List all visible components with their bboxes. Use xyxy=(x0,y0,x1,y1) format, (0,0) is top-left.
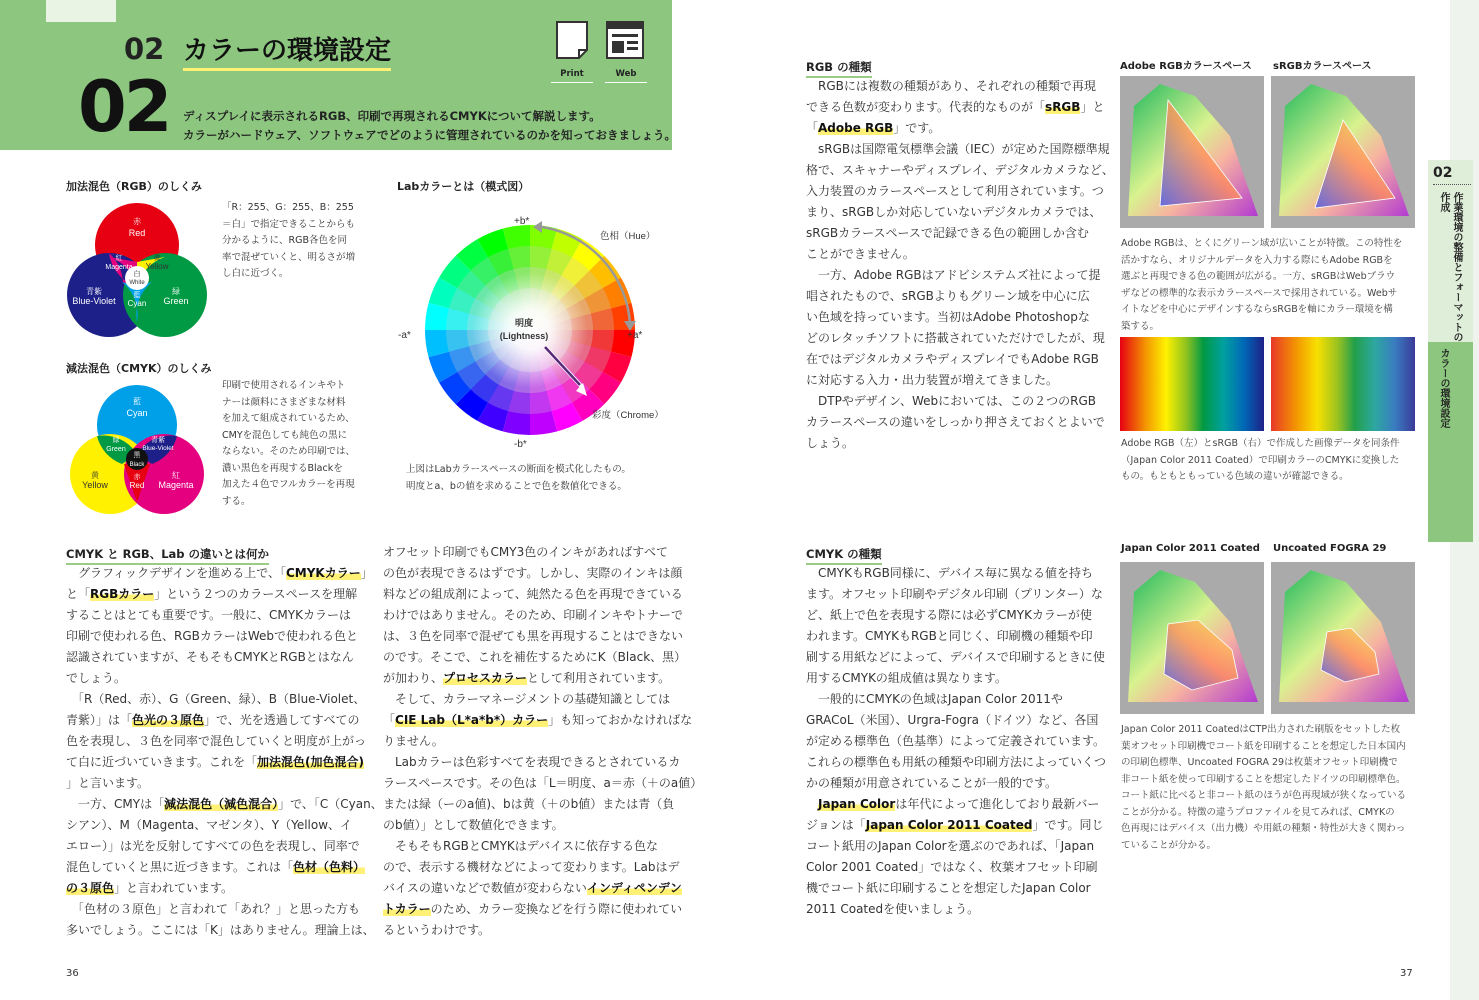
text-run: CMYKもRGB同様に、デバイス毎に異なる値を持ち xyxy=(806,566,1093,580)
chapter-title: カラーの環境設定 xyxy=(183,30,391,71)
sidebar-section-2[interactable]: カラーの環境設定 xyxy=(1438,348,1449,428)
rgb-white-jp: 白 xyxy=(133,271,141,278)
text-line xyxy=(383,857,678,878)
text-run: 」です。 xyxy=(893,121,941,135)
highlighted-term: の３原色 xyxy=(66,881,115,895)
text-run: 」で、光を透過してすべての xyxy=(204,713,360,727)
fogra-title: Uncoated FOGRA 29 xyxy=(1273,543,1387,554)
rgb-magenta-en: Magenta xyxy=(105,264,133,271)
cmyk-cyan-jp: 藍 xyxy=(133,397,141,406)
text-run: 」と言います。 xyxy=(66,776,150,790)
highlighted-term: CMYKカラー xyxy=(285,566,361,580)
rgb-body xyxy=(806,76,1114,454)
rgb-red-en: Red xyxy=(128,228,146,238)
text-run: るというわけです。 xyxy=(383,923,491,937)
text-line xyxy=(806,286,1102,307)
text-line xyxy=(806,349,1102,370)
text-line xyxy=(806,265,1102,286)
text-run: のb値）」として数値化できます。 xyxy=(383,818,564,832)
rgb-green-jp: 緑 xyxy=(172,287,180,296)
text-run: 混色していくと黒に近づきます。これは「 xyxy=(66,860,294,874)
cmyk-description xyxy=(222,378,355,510)
lab-lightness-jp: 明度 xyxy=(514,318,534,328)
cmyk-green-en: Green xyxy=(106,446,126,453)
text-run: 用するCMYKの組成値は異なります。 xyxy=(806,671,1007,685)
fogra-gamut-plot xyxy=(1271,562,1415,714)
text-run: ど、紙上で色を表現する際には必ずCMYKカラーが使 xyxy=(806,608,1092,622)
sidebar-divider xyxy=(1433,184,1471,185)
text-run: まり、sRGBしか対応していないデジタルカメラでは、 xyxy=(806,205,1102,219)
highlighted-term: インディペンデン xyxy=(586,881,682,895)
text-line xyxy=(806,710,1102,731)
text-line xyxy=(806,202,1102,223)
text-line xyxy=(66,836,361,857)
cmyk-black-jp: 黒 xyxy=(133,452,141,459)
section-heading: RGB の種類 xyxy=(806,59,872,78)
text-run xyxy=(806,797,818,811)
text-line xyxy=(66,731,367,752)
text-line xyxy=(806,857,1102,878)
rgb-description xyxy=(222,200,355,283)
lab-b-minus: -b* xyxy=(514,439,527,450)
text-line xyxy=(383,920,678,941)
text-run: これらの標準色も用紙の種類や印刷方法によっていくつ xyxy=(806,755,1107,769)
text-line xyxy=(66,794,383,815)
srgb-color-strip xyxy=(1271,337,1415,431)
text-run: 機でコート紙に印刷することを想定したJapan Color xyxy=(806,881,1091,895)
web-label: Web xyxy=(605,69,647,83)
text-line xyxy=(806,433,1102,454)
cmyk-magenta-jp: 紅 xyxy=(172,471,180,480)
desc-line: 加えた４色でフルカラーを再現 xyxy=(222,479,355,490)
text-line xyxy=(806,412,1105,433)
text-line xyxy=(66,878,361,899)
text-run: 唱されたもので、sRGBよりもグリーン域を中心に広 xyxy=(806,289,1090,303)
text-run: 」と言われています。 xyxy=(114,881,234,895)
web-badge xyxy=(605,20,647,83)
text-run: われます。CMYKもRGBと同じく、印刷機の種類や印 xyxy=(806,629,1093,643)
text-line xyxy=(806,328,1105,349)
text-run: どのレタッチソフトに搭載されていただけでしたが、現 xyxy=(806,331,1105,345)
text-line xyxy=(383,584,683,605)
text-line xyxy=(806,307,1102,328)
cmyk-magenta-en: Magenta xyxy=(158,480,194,490)
text-run: と「 xyxy=(66,587,91,601)
text-line xyxy=(66,605,361,626)
caption-line: 上図はLabカラースペースの断面を模式化したもの。 xyxy=(406,464,631,475)
header-tab xyxy=(46,0,116,22)
chapter-number-big: 02 xyxy=(78,66,170,148)
text-line xyxy=(383,668,678,689)
cmyk-figure-title: 減法混色（CMYK）のしくみ xyxy=(66,362,212,375)
left-column-1 xyxy=(66,563,383,941)
text-run: 」 xyxy=(360,566,373,580)
text-line xyxy=(383,815,678,836)
text-line xyxy=(806,370,1102,391)
rgb-figure-title: 加法混色（RGB）のしくみ xyxy=(66,180,202,193)
rgb-red-jp: 赤 xyxy=(133,217,141,226)
text-line xyxy=(806,139,1110,160)
page-number-left: 36 xyxy=(66,968,79,979)
sidebar-section-1[interactable]: 作業環境の整備とフォーマットの作成 xyxy=(1438,192,1462,342)
lab-chroma-label: 彩度（Chrome） xyxy=(592,410,664,421)
cmyk-blue-en: Blue-Violet xyxy=(142,445,174,452)
section-rgb-types xyxy=(806,56,872,78)
rgb-blue-en: Blue-Violet xyxy=(72,296,116,306)
text-run: ジョンは「 xyxy=(806,818,866,832)
desc-line: 印刷で使用されるインキやト xyxy=(222,380,346,391)
text-line xyxy=(383,689,678,710)
text-run: 」も知っておかなければな xyxy=(548,713,693,727)
text-line xyxy=(66,689,366,710)
text-line xyxy=(806,244,1102,265)
section-heading: CMYK の種類 xyxy=(806,546,882,565)
text-run: のため、カラー変換などを行う際に使われてい xyxy=(430,902,683,916)
text-line xyxy=(806,689,1102,710)
left-column-2 xyxy=(383,542,703,941)
text-run: DTPやデザイン、Webにおいては、この２つのRGB xyxy=(806,394,1097,408)
text-run: オフセット印刷でもCMY3色のインキがあればすべて xyxy=(383,545,668,559)
text-run: わけではありません。そのため、印刷インキやトナーで xyxy=(383,608,684,622)
text-line xyxy=(806,878,1102,899)
caption-line: イトなどを中心にデザインするならsRGBを軸にカラー環境を構 xyxy=(1121,304,1393,315)
text-run: Color 2001 Coated」ではなく、枚葉オフセット印刷 xyxy=(806,860,1098,874)
text-line xyxy=(806,605,1102,626)
gamut1-caption xyxy=(1121,236,1402,335)
text-run: そして、カラーマネージメントの基礎知識としては xyxy=(383,692,671,706)
browser-window-icon xyxy=(605,20,645,60)
gamut2-caption xyxy=(1121,722,1406,854)
cmyk-red-jp: 赤 xyxy=(133,474,141,481)
desc-line: を加えて組成されているため、 xyxy=(222,413,355,424)
caption-line: 非コート紙を使って印刷することを想定したドイツの印刷標準色。 xyxy=(1121,773,1406,785)
text-line xyxy=(806,731,1106,752)
strip-caption xyxy=(1121,436,1399,486)
section-cmyk-rgb-lab xyxy=(66,543,269,565)
desc-line: ＝白」で指定できることからも xyxy=(222,218,356,230)
caption-line: コート紙に比べると非コート紙のほうが色再現域が狭くなっている xyxy=(1121,790,1407,801)
text-line xyxy=(66,647,361,668)
highlighted-term: 減法混色（減色混合） xyxy=(164,797,279,811)
rgb-yellow-jp: 黄 xyxy=(153,255,161,262)
text-run: 「色材の３原色」と言われて「あれ？」と思った方も xyxy=(66,902,361,916)
text-line xyxy=(806,899,1102,920)
desc-line: 「R：255、G：255、B：255 xyxy=(222,202,354,213)
text-line xyxy=(806,563,1102,584)
lab-figure-title: Labカラーとは（模式図） xyxy=(397,180,530,193)
desc-line: CMYを混色しても純色の黒に xyxy=(222,429,348,441)
desc-line: する。 xyxy=(222,495,251,507)
text-run: 色を表現し、３色を同率で混色していくと明度が上がっ xyxy=(66,734,367,748)
text-line xyxy=(66,668,361,689)
text-run: 認識されていますが、そもそもCMYKとRGBとはなん xyxy=(66,650,354,664)
caption-line: ていることが分かる。 xyxy=(1121,839,1217,851)
text-run: sRGBカラースペースで記録できる色の範囲しか含む xyxy=(806,226,1089,240)
highlighted-term: 加法混色(加色混合) xyxy=(257,755,365,769)
text-run: 在ではデジタルカメラやディスプレイでもAdobe RGB xyxy=(806,352,1099,366)
highlighted-term: トカラー xyxy=(383,902,431,916)
text-run: ます。オフセット印刷やデジタル印刷（プリンター）な xyxy=(806,587,1103,601)
caption-line: 選ぶと再現できる色の範囲が広がる。一方、sRGBはWebブラウ xyxy=(1121,271,1396,282)
text-line xyxy=(66,563,373,584)
cmyk-red-en: Red xyxy=(129,481,145,490)
text-line xyxy=(383,710,693,731)
text-line xyxy=(806,97,1105,118)
adobe-rgb-gamut-plot xyxy=(1120,76,1264,228)
text-run: 」です。同じ xyxy=(1032,818,1104,832)
desc-line: 率で混ぜていくと、明るさが増 xyxy=(222,251,356,263)
cmyk-cyan-en: Cyan xyxy=(126,408,148,418)
text-run: は年代によって進化しており最新バー xyxy=(895,797,1100,811)
text-line xyxy=(806,647,1105,668)
rgb-venn-diagram xyxy=(64,200,210,340)
adobe-rgb-color-strip xyxy=(1120,337,1264,431)
chapter-number-small: 02 xyxy=(124,32,165,66)
desc-line: 濃い黒色を再現するBlackを xyxy=(222,462,343,474)
highlighted-term: RGBカラー xyxy=(90,587,155,601)
text-line xyxy=(66,626,361,647)
section-cmyk-types xyxy=(806,543,882,565)
text-line xyxy=(806,752,1107,773)
text-line xyxy=(806,584,1102,605)
text-run: コート紙用のJapan Colorを選ぶのであれば、「Japan xyxy=(806,839,1095,853)
text-run: ラースペースです。その色は「L＝明度、a＝赤（＋のa値） xyxy=(383,776,703,790)
text-run: 」と xyxy=(1080,100,1105,114)
text-run: 」という２つのカラースペースを理解 xyxy=(154,587,358,601)
text-line xyxy=(383,563,683,584)
text-run: シアン）、M（Magenta、マゼンタ）、Y（Yellow、イ xyxy=(66,818,353,832)
text-run: 」で、「C（Cyan、 xyxy=(278,797,383,811)
srgb-gamut-plot xyxy=(1271,76,1415,228)
text-run: カラースペースの違いをしっかり押さえておくとよいで xyxy=(806,415,1105,429)
text-line xyxy=(806,668,1102,689)
text-line xyxy=(806,626,1102,647)
text-run: sRGBは国際電気標準会議（IEC）が定めた国際標準規 xyxy=(806,142,1110,156)
text-line xyxy=(66,584,361,605)
text-line xyxy=(383,626,684,647)
caption-line: （Japan Color 2011 Coated）で印刷カラーのCMYKに変換した xyxy=(1121,454,1400,466)
text-line xyxy=(806,181,1102,202)
text-line xyxy=(383,605,684,626)
text-run: 印刷で使われる色、RGBカラーはWebで使われる色と xyxy=(66,629,359,643)
text-line xyxy=(66,815,361,836)
text-run: 刷する用紙などによって、デバイスで印刷するときに使 xyxy=(806,650,1105,664)
text-line xyxy=(806,836,1102,857)
text-line xyxy=(383,752,681,773)
lab-color-wheel xyxy=(390,205,680,455)
highlighted-term: CIE Lab（L*a*b*）カラー xyxy=(395,713,549,727)
rgb-cyan-en: Cyan xyxy=(127,299,147,308)
rgb-magenta-jp: 紅 xyxy=(115,255,123,262)
text-line xyxy=(806,773,1102,794)
text-run: が加わり、 xyxy=(383,671,444,685)
rgb-yellow-en: Yellow xyxy=(145,262,169,271)
text-run: GRACoL（米国）、Urgra-Fogra（ドイツ）など、各国 xyxy=(806,713,1099,727)
desc-line: ならない。そのため印刷では、 xyxy=(222,446,356,457)
text-line xyxy=(383,899,683,920)
text-run: 「R（Red、赤）、G（Green、緑）、B（Blue-Violet、 xyxy=(66,692,366,706)
sidebar-chapter-number: 02 xyxy=(1433,165,1453,181)
caption-line: Adobe RGBは、とくにグリーン域が広いことが特徴。この特性を xyxy=(1121,238,1403,249)
text-run: 料などの組成剤によって、純然たる色を再現できている xyxy=(383,587,683,601)
text-run: することはとても重要です。一般に、CMYKカラーは xyxy=(66,608,351,622)
text-line xyxy=(383,836,678,857)
cmyk-green-jp: 緑 xyxy=(112,437,120,444)
text-line xyxy=(806,223,1102,244)
print-badge xyxy=(551,20,593,83)
caption-line: Japan Color 2011 CoatedはCTP出力された刷版をセットした枚 xyxy=(1121,724,1401,735)
caption-line: Adobe RGB（左）とsRGB（右）で作成した画像データを同条件 xyxy=(1121,438,1400,449)
text-run: 「 xyxy=(806,121,819,135)
cmyk-body xyxy=(806,563,1107,920)
intro-line: ディスプレイに表示されるRGB、印刷で再現されるCMYKについて解説します。 xyxy=(183,109,601,123)
text-line xyxy=(66,899,361,920)
page-number-right: 37 xyxy=(1400,968,1413,979)
cmyk-yellow-en: Yellow xyxy=(82,480,108,490)
text-run: 「 xyxy=(383,713,396,727)
lab-caption xyxy=(406,462,631,495)
lab-lightness-en: (Lightness) xyxy=(499,331,549,341)
srgb-title: sRGBカラースペース xyxy=(1273,61,1372,72)
text-run: そもそもRGBとCMYKはデバイスに依存する色な xyxy=(383,839,658,853)
highlighted-term: sRGB xyxy=(1045,100,1081,114)
text-run: エロー）」は光を反射してすべての色を表現し、同率で xyxy=(66,839,360,853)
lab-b-plus: +b* xyxy=(514,216,530,227)
section-heading: CMYK と RGB、Lab の違いとは何か xyxy=(66,546,269,565)
adobe-rgb-title: Adobe RGBカラースペース xyxy=(1120,61,1252,72)
text-line xyxy=(806,76,1102,97)
rgb-cyan-jp: 藍 xyxy=(133,292,141,299)
text-run: として利用されています。 xyxy=(527,671,671,685)
text-run: は、３色を同率で混ぜても黒を再現することはできない xyxy=(383,629,684,643)
caption-line: 色再現にはデバイス（出力機）や用紙の種類・特性が大きく関わっ xyxy=(1121,823,1406,834)
lab-hue-label: 色相（Hue） xyxy=(600,231,656,242)
text-line xyxy=(383,773,703,794)
highlighted-term: Japan Color xyxy=(818,797,896,811)
intro-line: カラーがハードウェア、ソフトウェアでどのように管理されているのかを知っておきましょう。 xyxy=(183,128,676,142)
text-run: 一方、Adobe RGBはアドビシステムズ社によって提 xyxy=(806,268,1101,282)
chapter-intro xyxy=(183,107,676,145)
cmyk-venn-diagram xyxy=(64,382,210,518)
desc-line: ナーは顔料にさまざまな材料 xyxy=(222,396,346,408)
text-run: でしょう。 xyxy=(66,671,127,685)
caption-line: ことが分かる。特徴の違うプロファイルを見てみれば、CMYKの xyxy=(1121,806,1395,818)
document-icon xyxy=(555,20,589,60)
text-line xyxy=(806,794,1102,815)
text-line xyxy=(66,752,365,773)
lab-a-plus: +a* xyxy=(627,330,643,341)
highlighted-term: Japan Color 2011 Coated xyxy=(865,818,1033,832)
caption-line: 明度とa、bの値を求めることで色を数値化できる。 xyxy=(406,480,627,492)
caption-line: もの。もともともっている色域の違いが確認できる。 xyxy=(1121,471,1349,482)
rgb-white-en: White xyxy=(129,280,145,286)
text-run: の色が表現できるはずです。しかし、実際のインキは顔 xyxy=(383,566,683,580)
cmyk-black-en: Black xyxy=(129,462,145,468)
text-run: かの種類が用意されていることが一般的です。 xyxy=(806,776,1058,790)
text-line xyxy=(806,160,1114,181)
text-run: 一般的にCMYKの色域はJapan Color 2011や xyxy=(806,692,1063,706)
lab-a-minus: -a* xyxy=(398,330,411,341)
highlighted-term: 色材（色料） xyxy=(293,860,366,874)
caption-line: の印刷色標準、Uncoated FOGRA 29は枚葉オフセット印刷機で xyxy=(1121,757,1398,768)
text-line xyxy=(383,731,678,752)
japan-color-gamut-plot xyxy=(1120,562,1264,714)
text-line xyxy=(806,118,1102,139)
text-line xyxy=(383,794,678,815)
text-run: て白に近づいていきます。これを「 xyxy=(66,755,258,769)
rgb-green-en: Green xyxy=(163,296,189,306)
caption-line: 葉オフセット印刷機でコート紙を印刷することを想定した日本国内 xyxy=(1121,740,1406,752)
highlighted-term: Adobe RGB xyxy=(818,121,894,135)
text-line xyxy=(806,815,1102,836)
cmyk-blue-jp: 青紫 xyxy=(151,437,165,444)
text-run: 格で、スキャナーやディスプレイ、デジタルカメラなど、 xyxy=(806,163,1114,177)
text-run: のです。そこで、これを補佐するためにK（Black、黒） xyxy=(383,650,687,664)
text-line xyxy=(66,773,361,794)
japan-color-title: Japan Color 2011 Coated xyxy=(1121,543,1260,554)
highlighted-term: プロセスカラー xyxy=(443,671,528,685)
text-run: 青紫）」は「 xyxy=(66,713,133,727)
print-label: Print xyxy=(551,69,593,83)
text-line xyxy=(66,920,375,941)
rgb-blue-jp: 青紫 xyxy=(86,287,102,296)
cmyk-yellow-jp: 黄 xyxy=(91,471,99,480)
text-run: 2011 Coatedを使いましょう。 xyxy=(806,902,980,916)
text-run: い色域を持っています。当初はAdobe Photoshopな xyxy=(806,310,1090,324)
text-run: が定める標準色（色基準）によって定義されています。 xyxy=(806,734,1106,748)
text-run: ので、表示する機材などによって変わります。Labはデ xyxy=(383,860,680,874)
text-run: グラフィックデザインを進める上で、「 xyxy=(66,566,286,580)
caption-line: ザなどの標準的な表示カラースペースで採用されている。Webサ xyxy=(1121,287,1398,299)
text-run: または緑（ーのa値)、bは黄（＋のb値）または青（負 xyxy=(383,797,675,811)
text-line xyxy=(66,857,366,878)
text-run: Labカラーは色彩すべてを表現できるとされているカ xyxy=(383,755,681,769)
text-run: しょう。 xyxy=(806,436,855,450)
text-line xyxy=(383,542,678,563)
text-line xyxy=(383,878,682,899)
caption-line: 活かすなら、オリジナルデータを入力する際にもAdobe RGBを xyxy=(1121,254,1393,266)
highlighted-term: 色光の３原色 xyxy=(132,713,205,727)
text-run: 一方、CMYは「 xyxy=(66,797,165,811)
text-run: バイスの違いなどで数値が変わらない xyxy=(383,881,587,895)
text-run: 多いでしょう。ここには「K」はありません。理論上は、 xyxy=(66,923,375,937)
text-run: に対応する入力・出力装置が増えてきました。 xyxy=(806,373,1059,387)
text-run: RGBには複数の種類があり、それぞれの種類で再現 xyxy=(806,79,1096,93)
text-run: りません。 xyxy=(383,734,444,748)
text-run: できる色数が変わります。代表的なものが「 xyxy=(806,100,1046,114)
desc-line: 分かるように、RGB各色を同 xyxy=(222,235,347,246)
text-run: 入力装置のカラースペースとして利用されています。つ xyxy=(806,184,1104,198)
text-line xyxy=(806,391,1102,412)
text-line xyxy=(383,647,687,668)
caption-line: 築する。 xyxy=(1121,320,1160,332)
text-run: ことができません。 xyxy=(806,247,915,261)
text-line xyxy=(66,710,361,731)
desc-line: し白に近づく。 xyxy=(222,268,289,279)
